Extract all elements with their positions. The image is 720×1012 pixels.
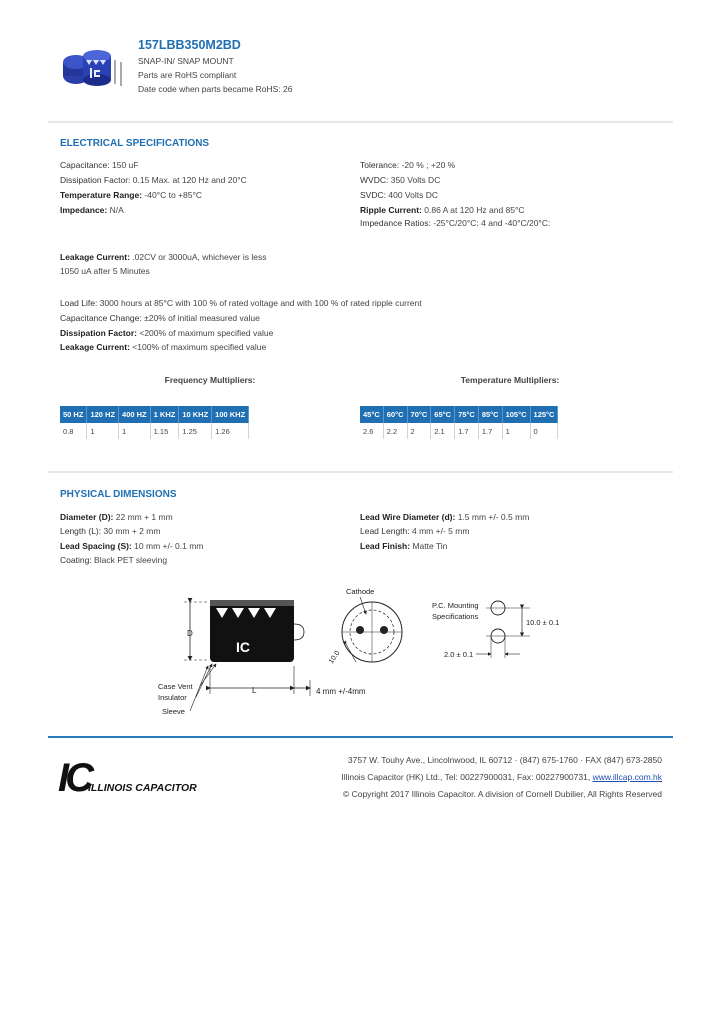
- table-header-row: [360, 406, 558, 423]
- spec-value: Matte Tin: [412, 541, 448, 551]
- spec-label: Capacitance:: [60, 160, 110, 170]
- hk-website-link[interactable]: www.illcap.com.hk: [592, 772, 662, 782]
- footer-divider: [48, 736, 673, 738]
- table-header-cell: 65°C: [431, 406, 455, 423]
- spec-label: Diameter (D):: [60, 512, 114, 522]
- table-cell: 0.8: [60, 423, 87, 439]
- table-header-row: [60, 406, 249, 423]
- spec-value: N/A: [109, 205, 124, 215]
- spec-label: Lead Length:: [360, 526, 410, 536]
- dim-length: [60, 525, 160, 537]
- dim-diameter: [60, 511, 173, 523]
- spec-label: Ripple Current:: [360, 205, 422, 215]
- spec-label: Lead Finish:: [360, 541, 411, 551]
- dimension-diagram: [150, 580, 590, 725]
- table-header-cell: 85°C: [478, 406, 502, 423]
- label-l: L: [252, 686, 257, 695]
- table-header-cell: 105°C: [502, 406, 530, 423]
- spec-label: Length (L):: [60, 526, 102, 536]
- table-cell: 2.6: [360, 423, 383, 439]
- label-dim-spacing: 10.0 ± 0.1: [526, 618, 560, 627]
- label-lead-length: 4 mm +/-4mm: [316, 687, 366, 696]
- table-header-cell: 100 KHZ: [212, 406, 249, 423]
- table-cell: 2.1: [431, 423, 455, 439]
- spec-ll-dissipation: [60, 327, 273, 339]
- spec-label: Impedance:: [60, 205, 108, 215]
- electrical-title: ELECTRICAL SPECIFICATIONS: [60, 138, 210, 149]
- spec-label: Leakage Current:: [60, 342, 130, 352]
- spec-ll-leakage: [60, 341, 266, 353]
- spec-label: Load Life:: [60, 298, 98, 308]
- sleeve-logo: IC: [236, 639, 250, 655]
- subtitle: SNAP-IN/ SNAP MOUNT: [138, 56, 234, 66]
- spec-value: 400 Volts DC: [388, 190, 438, 200]
- spec-value: 3000 hours at 85°C with 100 % of rated voltage and with 100 % of rated ripple current: [99, 298, 422, 308]
- spec-value: 4 mm +/- 5 mm: [412, 526, 470, 536]
- spec-value: 150 uF: [112, 160, 139, 170]
- spec-value: <100% of maximum specified value: [132, 342, 267, 352]
- dim-coating: [60, 554, 167, 566]
- frequency-multipliers-title: Frequency Multipliers:: [164, 375, 256, 385]
- logo-mark: IC: [58, 756, 90, 800]
- table-cell: 2.2: [383, 423, 407, 439]
- spec-ripple: [360, 204, 525, 216]
- table-cell: 1: [87, 423, 119, 439]
- spec-label: WVDC:: [360, 175, 389, 185]
- spec-impedance-ratios: [360, 217, 550, 229]
- label-dim-hole: 2.0 ± 0.1: [444, 650, 474, 659]
- table-cell: 1.26: [212, 423, 249, 439]
- dim-lead-spacing: [60, 540, 203, 552]
- spec-capacitance: [60, 159, 138, 171]
- spec-value: -25°C/20°C: 4 and -40°C/20°C:: [433, 218, 551, 228]
- spec-impedance: [60, 204, 124, 216]
- spec-label: Dissipation Factor:: [60, 175, 131, 185]
- spec-tolerance: [360, 159, 455, 171]
- table-cell: 1: [119, 423, 151, 439]
- spec-label: Tolerance:: [360, 160, 400, 170]
- spec-value: Black PET sleeving: [94, 555, 168, 565]
- label-insulator: Insulator: [158, 693, 187, 702]
- table-cell: 1.25: [179, 423, 212, 439]
- spec-label: SVDC:: [360, 190, 386, 200]
- label-pcb-mounting: P.C. Mounting: [432, 601, 479, 610]
- spec-label: Lead Wire Diameter (d):: [360, 512, 456, 522]
- table-cell: 0: [530, 423, 558, 439]
- spec-value: -40°C to +85°C: [144, 190, 202, 200]
- spec-label: Temperature Range:: [60, 190, 143, 200]
- table-header-cell: 45°C: [360, 406, 383, 423]
- label-spacing-rot: 10.0: [327, 649, 342, 666]
- table-header-cell: 400 HZ: [119, 406, 151, 423]
- spec-svdc: [360, 189, 438, 201]
- spec-label: Coating:: [60, 555, 92, 565]
- spec-value: 22 mm + 1 mm: [115, 512, 173, 522]
- spec-wvdc: [360, 174, 440, 186]
- divider: [48, 471, 673, 473]
- spec-value: <200% of maximum specified value: [139, 328, 274, 338]
- spec-value: ±20% of initial measured value: [144, 313, 260, 323]
- spec-value: 10 mm +/- 0.1 mm: [134, 541, 204, 551]
- footer-logo: [58, 754, 198, 804]
- table-row: [60, 423, 249, 439]
- label-cathode: Cathode: [346, 587, 375, 596]
- part-number: 157LBB350M2BD: [138, 38, 241, 52]
- hk-info: Illinois Capacitor (HK) Ltd., Tel: 00227900031, Fax: 00227900731,: [341, 772, 593, 782]
- frequency-multipliers-table: [60, 406, 249, 439]
- spec-value: 0.86 A at 120 Hz and 85°C: [424, 205, 525, 215]
- footer-address: 3757 W. Touhy Ave., Lincolnwood, IL 60712 · (847) 675-1760 · FAX (847) 673-2850: [347, 755, 662, 765]
- spec-label: Leakage Current:: [60, 252, 130, 262]
- table-header-cell: 60°C: [383, 406, 407, 423]
- label-case-vent: Case Vent: [158, 682, 193, 691]
- table-header-cell: 1 KHZ: [150, 406, 179, 423]
- label-d: D: [187, 629, 193, 638]
- spec-value: 0.15 Max. at 120 Hz and 20°C: [132, 175, 247, 185]
- label-pcb-specifications: Specifications: [432, 612, 479, 621]
- spec-value: -20 % ; +20 %: [401, 160, 456, 170]
- rohs-text: Parts are RoHS compliant: [138, 70, 237, 80]
- table-header-cell: 70°C: [407, 406, 431, 423]
- table-cell: 1.15: [150, 423, 179, 439]
- footer-hk-line: [341, 771, 662, 783]
- spec-value: 1.5 mm +/- 0.5 mm: [457, 512, 530, 522]
- spec-label: Lead Spacing (S):: [60, 541, 132, 551]
- table-header-cell: 75°C: [455, 406, 479, 423]
- dim-lead-finish: [360, 540, 447, 552]
- temperature-multipliers-table: [360, 406, 558, 439]
- spec-label: Dissipation Factor:: [60, 328, 137, 338]
- table-header-cell: 50 HZ: [60, 406, 87, 423]
- table-cell: 2: [407, 423, 431, 439]
- spec-leakage-line2: 1050 uA after 5 Minutes: [60, 266, 150, 276]
- divider: [48, 121, 673, 123]
- lead-hole: [356, 626, 364, 634]
- date-code-text: Date code when parts became RoHS: 26: [138, 84, 293, 94]
- spec-value: 30 mm + 2 mm: [103, 526, 161, 536]
- label-sleeve: Sleeve: [162, 707, 185, 716]
- spec-temperature: [60, 189, 202, 201]
- spec-load-life: [60, 297, 422, 309]
- spec-leakage: [60, 251, 266, 263]
- spec-dissipation: [60, 174, 247, 186]
- table-header-cell: 10 KHZ: [179, 406, 212, 423]
- spec-cap-change: [60, 312, 260, 324]
- table-header-cell: 120 HZ: [87, 406, 119, 423]
- spec-label: Capacitance Change:: [60, 313, 142, 323]
- temperature-multipliers-title: Temperature Multipliers:: [460, 375, 560, 385]
- spec-label: Impedance Ratios:: [360, 218, 431, 228]
- table-header-cell: 125°C: [530, 406, 558, 423]
- spec-value: 350 Volts DC: [390, 175, 441, 185]
- product-image: [60, 46, 126, 92]
- footer-copyright: © Copyright 2017 Illinois Capacitor. A division of Cornell Dubilier, All Rights Reserved: [342, 789, 662, 799]
- table-cell: 1.7: [455, 423, 479, 439]
- spec-value: .02CV or 3000uA, whichever is less: [132, 252, 267, 262]
- logo-text: ILLINOIS CAPACITOR: [88, 782, 197, 794]
- table-cell: 1: [502, 423, 530, 439]
- dim-lead-length: [360, 525, 469, 537]
- physical-title: PHYSICAL DIMENSIONS: [60, 489, 177, 500]
- lead-hole: [380, 626, 388, 634]
- table-row: [360, 423, 558, 439]
- dim-lead-wire: [360, 511, 529, 523]
- table-cell: 1.7: [478, 423, 502, 439]
